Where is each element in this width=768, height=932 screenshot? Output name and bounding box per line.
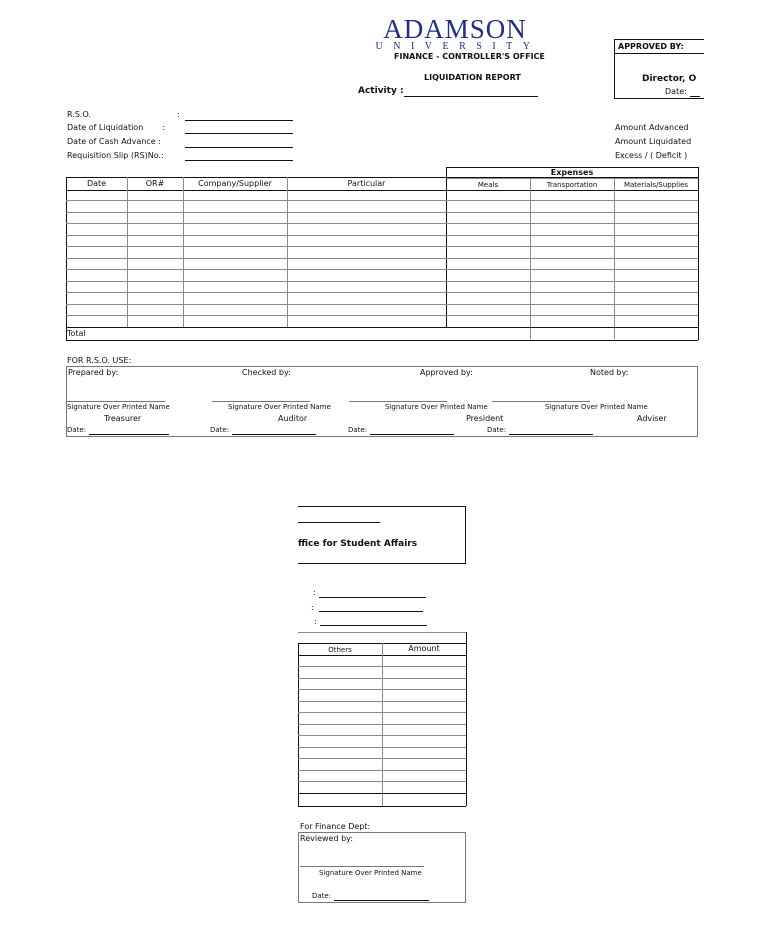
- date-liquidation-line: [185, 133, 293, 134]
- prepared-by-label: Prepared by:: [68, 368, 119, 377]
- osa-line-bottom: [298, 563, 356, 564]
- rso-use-heading: FOR R.S.O. USE:: [67, 356, 132, 365]
- col-header-materials: Materials/Supplies: [623, 181, 689, 189]
- p2-line-2: [319, 611, 423, 612]
- approval-date-line: [690, 96, 700, 97]
- noted-by-label: Noted by:: [590, 368, 629, 377]
- requisition-line: [185, 160, 293, 161]
- finance-sig-line: [300, 866, 424, 867]
- date-label-adviser: Date:: [487, 426, 507, 434]
- col-header-amount: Amount: [408, 644, 440, 653]
- osa-title: ffice for Student Affairs: [298, 539, 418, 549]
- date-line-president: [370, 434, 454, 435]
- p2-colon-1: :: [313, 588, 316, 597]
- p2-colon-3: :: [314, 617, 317, 626]
- p2-colon-2: :: [311, 603, 314, 612]
- rso-label: R.S.O.: [67, 110, 91, 119]
- col-header-date: Date: [86, 179, 107, 188]
- role-adviser: Adviser: [637, 414, 667, 423]
- finance-date-line: [334, 900, 429, 901]
- university-logo: [362, 16, 548, 52]
- date-cash-advance-label: Date of Cash Advance :: [67, 137, 161, 146]
- p2-line-1: [319, 597, 426, 598]
- col-header-transportation: Transportation: [546, 181, 598, 189]
- finance-heading: For Finance Dept:: [300, 822, 371, 831]
- date-line-auditor: [232, 434, 316, 435]
- approved-by-title: APPROVED BY:: [618, 42, 684, 51]
- approval-date-label: Date:: [665, 87, 687, 96]
- approved-by-label: Approved by:: [420, 368, 473, 377]
- activity-line: [404, 96, 538, 97]
- sig-caption-treasurer: Signature Over Printed Name: [67, 403, 170, 411]
- excess-deficit-label: Excess / ( Deficit ): [615, 151, 688, 160]
- osa-approval-box: [298, 506, 466, 564]
- finance-date-label: Date:: [312, 892, 332, 900]
- logo-wordmark: ADAMSON: [383, 14, 527, 44]
- checked-by-label: Checked by:: [242, 368, 291, 377]
- role-president: President: [466, 414, 504, 423]
- rso-line: [185, 120, 293, 121]
- role-auditor: Auditor: [278, 414, 308, 423]
- sig-caption-president: Signature Over Printed Name: [385, 403, 488, 411]
- role-treasurer: Treasurer: [104, 414, 142, 423]
- date-liquidation-label: Date of Liquidation: [67, 123, 144, 132]
- date-label-treasurer: Date:: [67, 426, 87, 434]
- requisition-label: Requisition Slip (RS)No.:: [67, 151, 164, 160]
- date-line-adviser: [509, 434, 593, 435]
- date-cash-advance-line: [185, 147, 293, 148]
- approval-divider: [614, 53, 704, 54]
- finance-sig-caption: Signature Over Printed Name: [319, 869, 422, 877]
- activity-label: Activity :: [358, 86, 404, 96]
- amount-advanced-label: Amount Advanced: [615, 123, 689, 132]
- sig-line-auditor: [212, 401, 310, 402]
- p2-line-3: [320, 625, 427, 626]
- col-header-others: Others: [328, 646, 352, 654]
- reviewed-by-label: Reviewed by:: [300, 834, 354, 843]
- date-line-treasurer: [89, 434, 169, 435]
- osa-line-top: [298, 522, 380, 523]
- sig-caption-adviser: Signature Over Printed Name: [545, 403, 648, 411]
- sig-line-president: [349, 401, 447, 402]
- date-liquidation-colon: :: [162, 123, 165, 132]
- col-header-expenses: Expenses: [550, 168, 594, 177]
- date-label-auditor: Date:: [210, 426, 230, 434]
- date-label-president: Date:: [348, 426, 368, 434]
- report-title: LIQUIDATION REPORT: [424, 73, 521, 82]
- col-header-company: Company/Supplier: [198, 179, 272, 188]
- sig-line-treasurer: [67, 401, 165, 402]
- sig-caption-auditor: Signature Over Printed Name: [228, 403, 331, 411]
- rso-colon: :: [177, 110, 180, 119]
- others-amount-table: [298, 632, 466, 807]
- approval-director: Director, O: [642, 74, 697, 84]
- office-name: FINANCE - CONTROLLER'S OFFICE: [394, 52, 545, 61]
- total-label: Total: [67, 329, 86, 338]
- logo-subtitle: UNIVERSITY: [375, 41, 541, 52]
- liquidation-table: [66, 167, 698, 341]
- sig-line-adviser: [492, 401, 590, 402]
- col-header-meals: Meals: [477, 181, 499, 189]
- amount-liquidated-label: Amount Liquidated: [615, 137, 692, 146]
- col-header-or: OR#: [145, 179, 165, 188]
- col-header-particular: Particular: [347, 179, 386, 188]
